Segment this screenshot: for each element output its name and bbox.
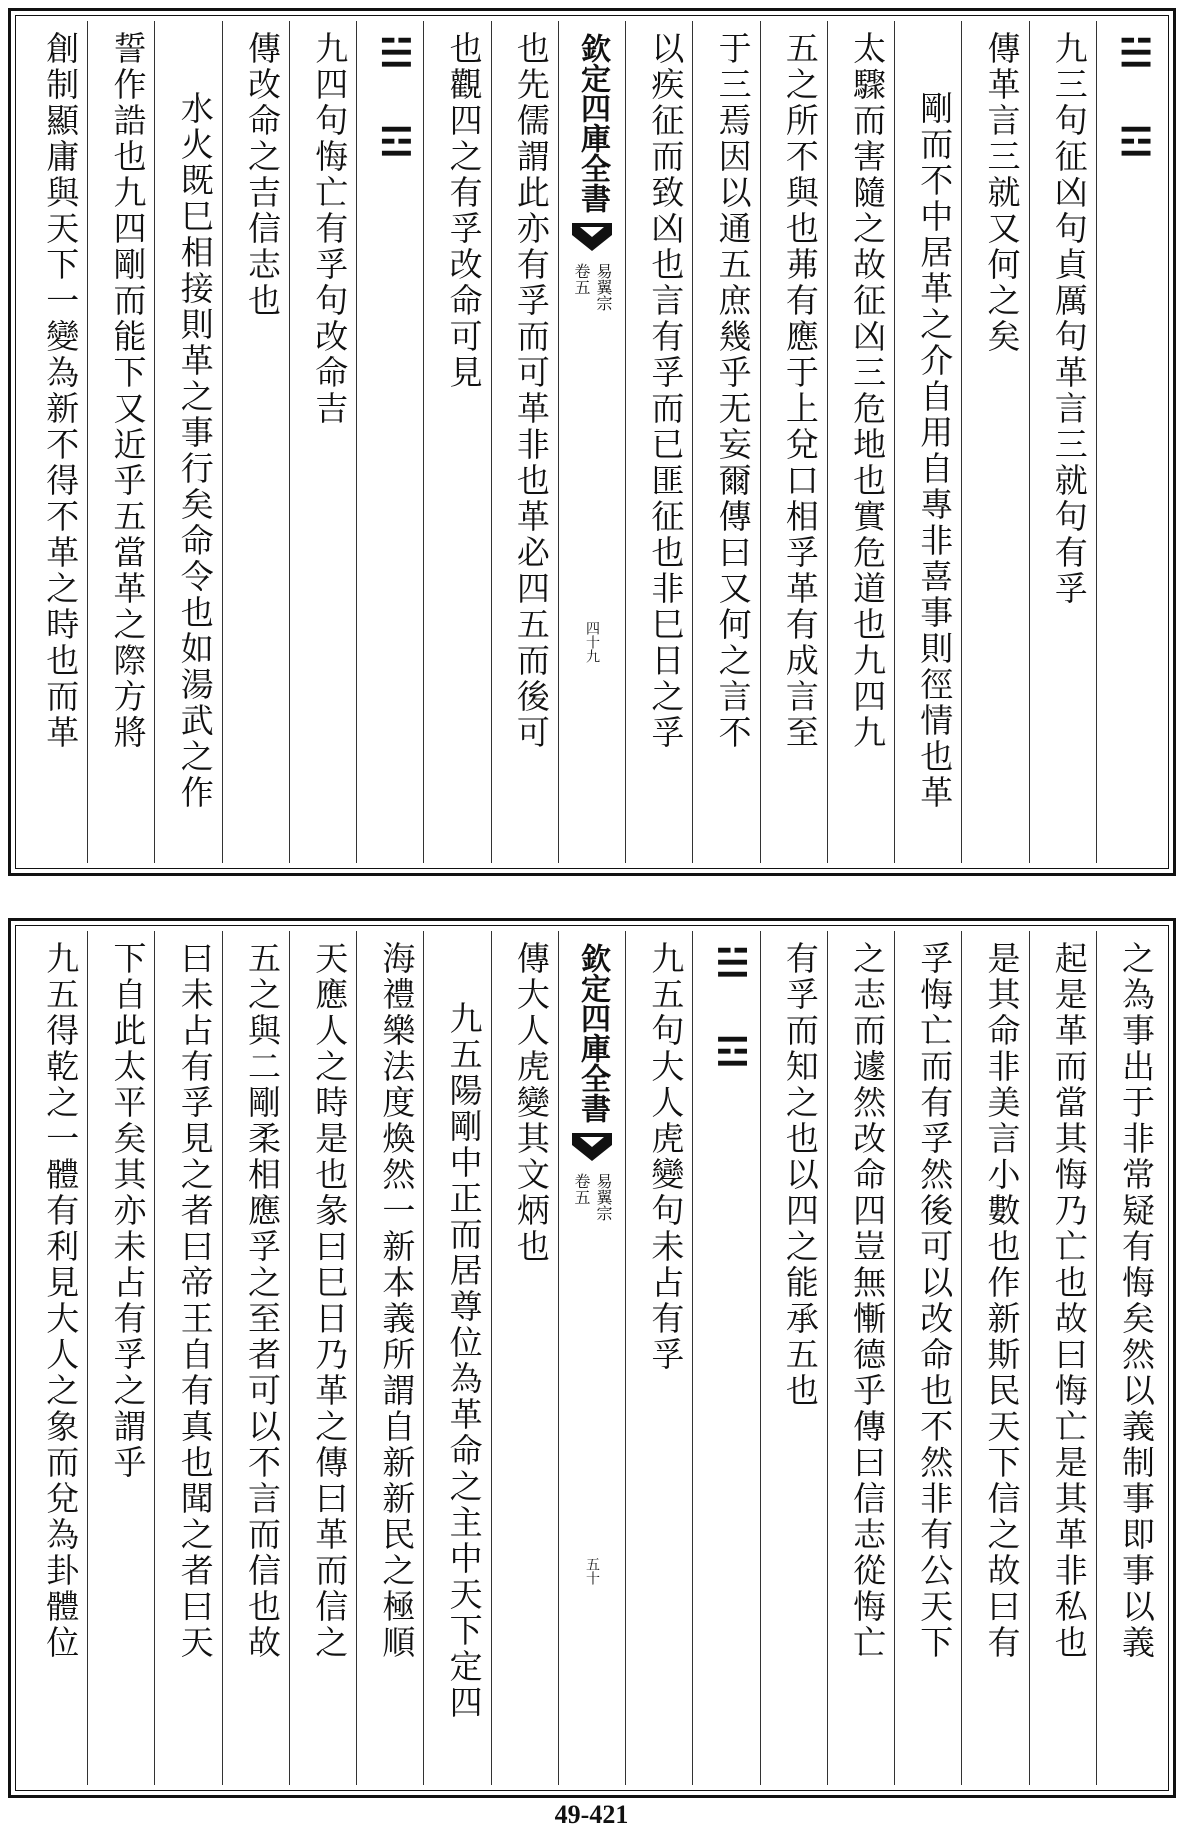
column-text: 水火既巳相接則革之事行矣命令也如湯武之作 [175, 91, 215, 811]
fishtail-mark-icon [570, 221, 614, 257]
text-column [491, 21, 558, 863]
text-column [827, 931, 894, 1785]
column-text: 九五句大人虎變句未占有孚 [646, 941, 686, 1373]
hexagram-column [692, 931, 759, 1785]
column-text: 以疾征而致凶也言有孚而已匪征也非巳日之孚 [646, 31, 686, 751]
column-text: 太驟而害隨之故征凶三危地也實危道也九四九 [848, 31, 888, 751]
text-column [961, 21, 1028, 863]
bottom-page [8, 918, 1176, 1798]
column-text: 起是革而當其悔乃亡也故曰悔亡是其革非私也 [1049, 941, 1089, 1661]
text-column [894, 931, 961, 1785]
text-column [961, 931, 1028, 1785]
text-column [1096, 931, 1163, 1785]
column-text: 傳改命之吉信志也 [242, 31, 282, 319]
column-text: 五之所不與也茀有應于上兌口相孚革有成言至 [780, 31, 820, 751]
text-column [1029, 21, 1096, 863]
text-column [87, 21, 154, 863]
text-column [760, 931, 827, 1785]
book-volume-label [572, 1173, 612, 1221]
text-column [692, 21, 759, 863]
hexagram-symbol-icon: ☱ ☲ [374, 31, 420, 164]
hexagram-column [356, 21, 423, 863]
folio-number: 五十 [584, 1557, 600, 1585]
collection-title: 欽定四庫全書 [575, 33, 610, 213]
column-text: 誓作誥也九四剛而能下又近乎五當革之際方將 [108, 31, 148, 751]
text-column [289, 931, 356, 1785]
top-columns [21, 21, 1163, 863]
column-text: 傳革言三就又何之矣 [982, 31, 1022, 355]
column-text: 九三句征凶句貞厲句革言三就句有孚 [1049, 31, 1089, 607]
column-text: 五之與二剛柔相應孚之至者可以不言而信也故 [242, 941, 282, 1661]
text-column [154, 931, 221, 1785]
book-volume-label [572, 263, 612, 311]
column-text: 于三焉因以通五庶幾乎无妄爾傳曰又何之言不 [713, 31, 753, 751]
hexagram-symbol-icon: ☱ ☲ [710, 941, 756, 1074]
column-text: 九四句悔亡有孚句改命吉 [310, 31, 350, 427]
book-name: 易翼宗 [594, 263, 613, 311]
text-column [154, 21, 221, 863]
book-name: 易翼宗 [594, 1173, 613, 1221]
text-column [1029, 931, 1096, 1785]
column-text: 也先儒謂此亦有孚而可革非也革必四五而後可 [511, 31, 551, 751]
column-text: 下自此太平矣其亦未占有孚之謂乎 [108, 941, 148, 1481]
hexagram-column [1096, 21, 1163, 863]
text-column [894, 21, 961, 863]
column-text: 天應人之時是也彖曰巳日乃革之傳曰革而信之 [310, 941, 350, 1661]
text-column [356, 931, 423, 1785]
column-text: 有孚而知之也以四之能承五也 [780, 941, 820, 1409]
volume-number: 卷五 [572, 263, 591, 295]
column-text: 孚悔亡而有孚然後可以改命也不然非有公天下 [915, 941, 955, 1661]
fishtail-mark-icon [570, 1131, 614, 1167]
text-column [21, 21, 87, 863]
text-column [423, 21, 490, 863]
top-page [8, 8, 1176, 876]
column-text: 創制顯庸與天下一變為新不得不革之時也而革 [41, 31, 81, 751]
text-column [625, 931, 692, 1785]
column-text: 之志而遽然改命四豈無慚德乎傳曰信志從悔亡 [848, 941, 888, 1661]
book-center-strip [558, 931, 625, 1785]
column-text: 曰未占有孚見之者曰帝王自有真也聞之者曰天 [175, 941, 215, 1661]
column-text: 九五得乾之一體有利見大人之象而兌為卦體位 [41, 941, 81, 1661]
text-column [87, 931, 154, 1785]
book-center-strip [558, 21, 625, 863]
folio-number: 四十九 [584, 621, 600, 663]
column-text: 之為事出于非常疑有悔矣然以義制事即事以義 [1117, 941, 1156, 1661]
text-column [222, 931, 289, 1785]
text-column [491, 931, 558, 1785]
bottom-columns [21, 931, 1163, 1785]
text-column [760, 21, 827, 863]
text-column [222, 21, 289, 863]
text-column [827, 21, 894, 863]
hexagram-symbol-icon: ☱ ☲ [1114, 31, 1159, 164]
collection-title: 欽定四庫全書 [575, 943, 610, 1123]
column-text: 九五陽剛中正而居尊位為革命之主中天下定四 [444, 1001, 484, 1721]
column-text: 傳大人虎變其文炳也 [511, 941, 551, 1265]
text-column [423, 931, 490, 1785]
column-text: 海禮樂法度煥然一新本義所謂自新新民之極順 [377, 941, 417, 1661]
text-column [289, 21, 356, 863]
column-text: 是其命非美言小數也作新斯民天下信之故曰有 [982, 941, 1022, 1661]
column-text: 也觀四之有孚改命可見 [444, 31, 484, 391]
text-column [625, 21, 692, 863]
page-footer-number: 49-421 [554, 1800, 629, 1829]
volume-number: 卷五 [572, 1173, 591, 1205]
column-text: 剛而不中居革之介自用自專非喜事則徑情也革 [915, 91, 955, 811]
text-column [21, 931, 87, 1785]
